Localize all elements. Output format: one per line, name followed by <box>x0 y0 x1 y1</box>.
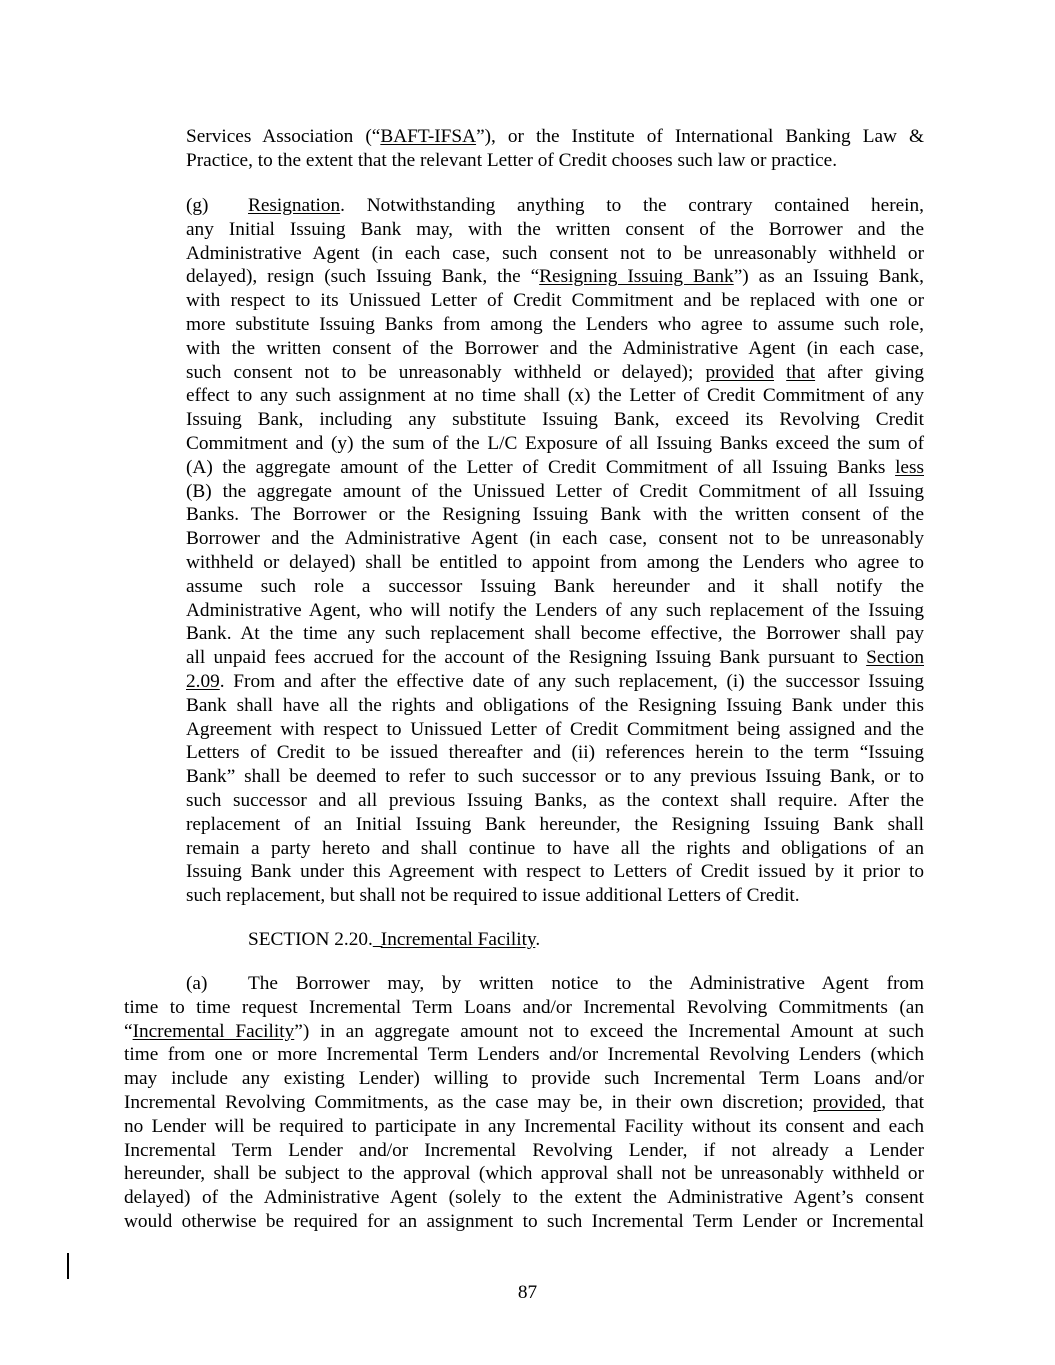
text-line: replacement of an Initial Issuing Bank hereunder, the Resigning Issuing Bank shall <box>186 813 924 835</box>
text-line: Bank shall have all the rights and obligations of the Resigning Issuing Bank under this <box>186 694 924 716</box>
text-line: Issuing Bank, including any substitute Issuing Bank, exceed its Revolving Credit <box>186 409 924 431</box>
text-line: Letters of Credit to be issued thereafter and (ii) references herein to the term “Issuing <box>186 742 924 764</box>
text-line: Agreement with respect to Unissued Letter of Credit Commitment being assigned and the <box>186 718 924 740</box>
text-line: Incremental Revolving Commitments, as the case may be, in their own discretion; provided, that <box>124 1091 924 1113</box>
text-line: effect to any such assignment at no time shall (x) the Letter of Credit Commitment of any <box>186 385 924 407</box>
term-provided: provided <box>705 361 775 383</box>
text-line: 2.09. From and after the effective date of any such replacement, (i) the successor Issuing <box>186 670 924 692</box>
defined-term-incremental-facility: Incremental Facility <box>132 1020 295 1042</box>
text-line: “Incremental Facility”) in an aggregate amount not to exceed the Incremental Amount at such <box>124 1020 925 1042</box>
text-line: Administrative Agent (in each case, such consent not to be unreasonably withheld or <box>186 242 924 264</box>
section-heading <box>248 928 924 952</box>
term-that: that <box>786 361 816 383</box>
text-line: (g) Resignation. Notwithstanding anything to the contrary contained herein, <box>186 195 924 216</box>
text-line: more substitute Issuing Banks from among the Lenders who agree to assume such role, <box>186 313 924 335</box>
text-line: withheld or delayed) shall be entitled to appoint from among the Lenders who agree to <box>186 551 924 573</box>
text-line: assume such role a successor Issuing Bank hereunder and it shall notify the <box>186 575 924 597</box>
text-line: delayed), resign (such Issuing Bank, the “Resigning Issuing Bank”) as an Issuing Bank, <box>186 266 925 288</box>
text-line: Incremental Term Lender and/or Incremental Revolving Lender, if not already a Lender <box>124 1139 924 1161</box>
section-title: Incremental Facility <box>380 929 536 950</box>
text-line: Bank. At the time any such replacement shall become effective, the Borrower shall pay <box>186 623 924 645</box>
section-reference: Section <box>866 647 924 669</box>
text-line: Issuing Bank under this Agreement with respect to Letters of Credit issued by it prior to <box>186 861 924 883</box>
text-line: Practice, to the extent that the relevant Letter of Credit chooses such law or practice. <box>186 149 838 171</box>
text-line: (a) The Borrower may, by written notice to the Administrative Agent from <box>186 973 924 994</box>
defined-term-baft-ifsa: BAFT-IFSA <box>380 126 477 147</box>
text-line: all unpaid fees accrued for the account of the Resigning Issuing Bank pursuant to Section <box>186 647 924 669</box>
text-line: with respect to its Unissued Letter of Credit Commitment and be replaced with one or <box>186 290 924 312</box>
paragraph-g-resignation <box>186 194 924 908</box>
revision-bar <box>67 1253 69 1279</box>
text-line: may include any existing Lender) willing to provide such Incremental Term Loans and/or <box>124 1068 924 1090</box>
term-provided: provided <box>812 1091 882 1113</box>
section-label: SECTION 2.20. <box>248 929 373 950</box>
section-reference: 2.09 <box>186 670 220 692</box>
text-line: such successor and all previous Issuing Banks, as the context shall require. After the <box>186 789 924 811</box>
text-line: would otherwise be required for an assignment to such Incremental Term Lender or Incremental <box>124 1210 924 1232</box>
text-line: Commitment and (y) the sum of the L/C Exposure of all Issuing Banks exceed the sum of <box>186 432 924 454</box>
defined-term-resigning-issuing-bank: Resigning Issuing Bank <box>539 266 734 288</box>
text-line: Banks. The Borrower or the Resigning Issuing Bank with the written consent of the <box>186 504 924 526</box>
clause-marker: (g) <box>186 195 209 216</box>
text-line: time from one or more Incremental Term Lenders and/or Incremental Revolving Lenders (which <box>124 1044 924 1066</box>
term-less: less <box>895 456 924 478</box>
clause-heading: Resignation <box>248 195 341 216</box>
text-line: delayed) of the Administrative Agent (solely to the extent the Administrative Agent’s consent <box>124 1187 924 1209</box>
text-line: no Lender will be required to participate in any Incremental Facility without its consent and each <box>124 1115 924 1137</box>
clause-marker: (a) <box>186 973 208 994</box>
text-line: hereunder, shall be subject to the approval (which approval shall not be unreasonably withheld or <box>124 1163 924 1185</box>
page-number: 87 <box>517 1282 538 1303</box>
text-line: with the written consent of the Borrower and the Administrative Agent (in each case, <box>186 337 924 359</box>
text-line: (A) the aggregate amount of the Letter of Credit Commitment of all Issuing Banks less <box>186 456 924 478</box>
text-line: Borrower and the Administrative Agent (in each case, consent not to be unreasonably <box>186 528 924 550</box>
text-line: any Initial Issuing Bank may, with the written consent of the Borrower and the <box>186 218 924 240</box>
paragraph-a-incremental <box>124 972 924 1234</box>
paragraph-baft-continuation <box>186 125 924 173</box>
text-line: Administrative Agent, who will notify the Lenders of any such replacement of the Issuing <box>186 599 924 621</box>
text-line: (B) the aggregate amount of the Unissued Letter of Credit Commitment of all Issuing <box>186 480 924 502</box>
text-line: Services Association (“BAFT-IFSA”), or the Institute of International Banking Law & <box>186 126 924 147</box>
text-line: Bank” shall be deemed to refer to such successor or to any previous Issuing Bank, or to <box>186 766 924 788</box>
text-line: time to time request Incremental Term Loans and/or Incremental Revolving Commitments (an <box>124 996 924 1018</box>
text-line: SECTION 2.20. Incremental Facility. <box>248 929 541 950</box>
text-line: such consent not to be unreasonably withheld or delayed); provided that after giving <box>186 361 924 383</box>
text-line: remain a party hereto and shall continue to have all the rights and obligations of an <box>186 837 924 859</box>
text-line: such replacement, but shall not be required to issue additional Letters of Credit. <box>186 885 800 907</box>
